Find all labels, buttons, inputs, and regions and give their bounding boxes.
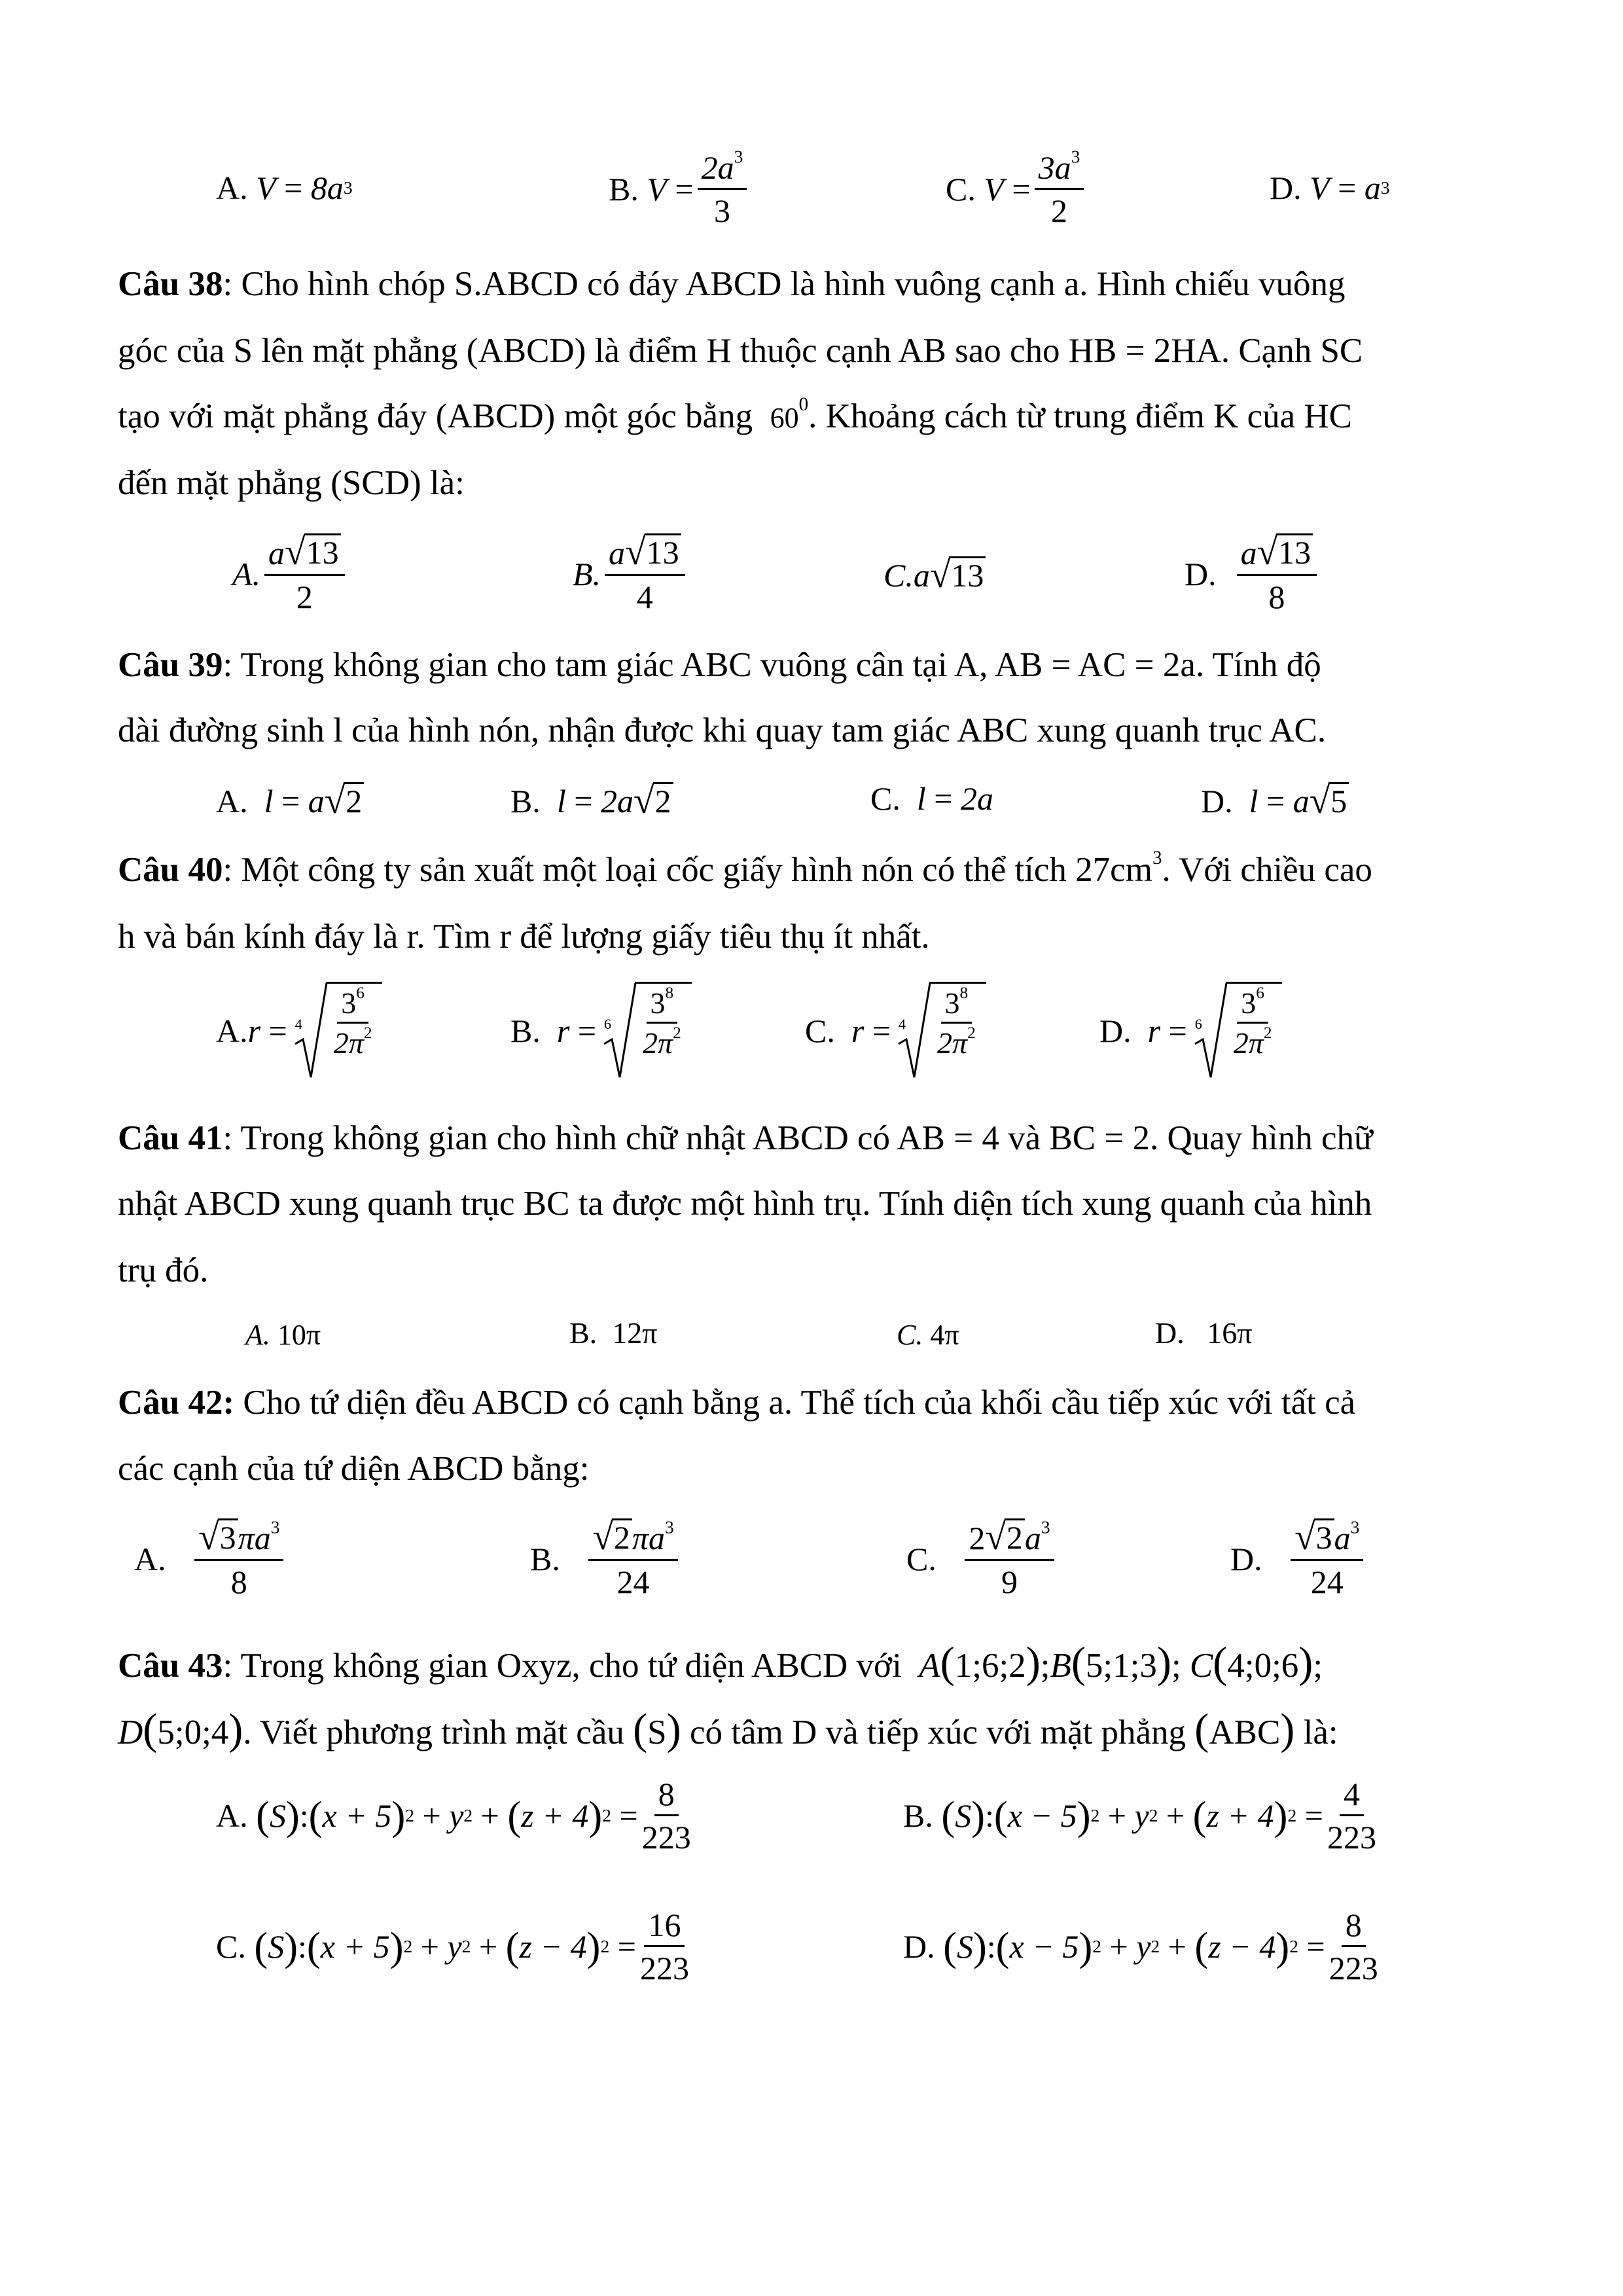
q43-option-d: D. ( S ) : ( x − 5 ) 2 + y 2 + ( z − 4 ) 2 = $\frac{8}{223}$ [903, 1907, 1378, 1986]
q40-line-1: Câu 40: Một công ty sản xuất một loại cốc giấy hình nón có thể tích $27cm^3$. Với chiều cao [118, 847, 1372, 889]
q40-line-2: h và bán kính đáy là r. Tìm r để lượng giấy tiêu thụ ít nhất. [118, 918, 930, 956]
q42-option-d: D. √ 3 $a^3$ 24 [1230, 1518, 1367, 1599]
q41-option-b: B. 12π [569, 1316, 658, 1350]
q43-option-a: A. ( S ) : ( x + 5 ) 2 + y 2 + ( z + 4 ) 2 = $\frac{8}{223}$ [216, 1776, 691, 1856]
q42-line-2: các cạnh của tứ diện ABCD bằng: [118, 1450, 590, 1488]
q41-line-3: trụ đó. [118, 1251, 209, 1289]
q37-option-a: A. V = 8a 3 [216, 170, 353, 206]
q43-line-1: Câu 43: Trong không gian Oxyz, cho tứ diện ABCD với A(1;6;2);B(5;1;3); C(4;0;6); [118, 1639, 1323, 1687]
q37-option-b: B. V = $\frac{2a^3}{3}$ [609, 151, 751, 228]
q42-option-b: B. √ 2 $\pi a^3$ 24 [530, 1518, 682, 1599]
q39-option-c: C. l = 2a [870, 780, 993, 817]
q40-option-c: C. r = 4 $\frac{3^8}{2\pi^2}$ [805, 982, 986, 1080]
q41-option-a: A. 10π [245, 1319, 321, 1351]
q42-label: Câu 42: [118, 1384, 235, 1422]
q41-line-2: nhật ABCD xung quanh trục BC ta được một hình trụ. Tính diện tích xung quanh của hình [118, 1185, 1372, 1223]
q40-label: Câu 40 [118, 851, 223, 889]
q40-option-a: A. r = 4 $\frac{3^6}{2\pi^2}$ [216, 982, 382, 1080]
q39-line-1: Câu 39: Trong không gian cho tam giác ABC vuông cân tại A, AB = AC = 2a. Tính độ [118, 646, 1321, 684]
q41-line-1: Câu 41: Trong không gian cho hình chữ nhật ABCD có AB = 4 và BC = 2. Quay hình chữ [118, 1119, 1373, 1157]
q38-option-a: A. a √ 13 2 [232, 533, 349, 614]
q38-line-1: Câu 38: Cho hình chóp S.ABCD có đáy ABCD là hình vuông cạnh a. Hình chiếu vuông [118, 265, 1346, 303]
q42-option-a: A. √ 3 $\pi a^3$ 8 [134, 1518, 287, 1599]
q40-option-b: B. r = 6 $\frac{3^8}{2\pi^2}$ [510, 982, 692, 1080]
q43-option-c: C. ( S ) : ( x + 5 ) 2 + y 2 + ( z − 4 ) 2 = $\frac{16}{223}$ [216, 1907, 689, 1986]
q37-option-d: D. V = a 3 [1270, 170, 1390, 206]
q41-label: Câu 41 [118, 1119, 223, 1157]
q38-option-c: C. a √ 13 [883, 556, 986, 594]
q38-option-d: D. a √ 13 8 [1185, 533, 1321, 614]
q38-label: Câu 38 [118, 265, 223, 303]
q43-label: Câu 43 [118, 1647, 223, 1685]
q39-option-d: D. l = a √ 5 [1201, 782, 1349, 820]
q39-label: Câu 39 [118, 646, 223, 684]
q38-option-b: B. a √ 13 4 [573, 533, 689, 614]
q39-line-2: dài đường sinh l của hình nón, nhận được khi quay tam giác ABC xung quanh trục AC. [118, 711, 1327, 749]
q43-option-b: B. ( S ) : ( x − 5 ) 2 + y 2 + ( z + 4 ) 2 = $\frac{4}{223}$ [903, 1776, 1376, 1856]
q40-option-d: D. r = 6 $\frac{3^6}{2\pi^2}$ [1099, 982, 1282, 1080]
q38-line-2: góc của S lên mặt phẳng (ABCD) là điểm H thuộc cạnh AB sao cho HB = 2HA. Cạnh SC [118, 332, 1363, 370]
q38-line-4: đến mặt phẳng (SCD) là: [118, 464, 465, 502]
q38-line-3: tạo với mặt phẳng đáy (ABCD) một góc bằng $60^0$. Khoảng cách từ trung điểm K của HC [118, 393, 1353, 435]
q41-option-d: D. 16π [1155, 1316, 1253, 1350]
q42-line-1: Câu 42: Cho tứ diện đều ABCD có cạnh bằng a. Thể tích của khối cầu tiếp xúc với tất cả [118, 1384, 1356, 1422]
q39-option-b: B. l = 2a √ 2 [510, 782, 673, 820]
q39-option-a: A. l = a √ 2 [216, 782, 364, 820]
q42-option-c: C. 2 √ 2 $a^3$ 9 [906, 1518, 1058, 1599]
q43-line-2: D(5;0;4). Viết phương trình mặt cầu (S) có tâm D và tiếp xúc với mặt phẳng (ABC) là: [118, 1706, 1338, 1753]
q37-option-c: C. V = $\frac{3a^3}{2}$ [946, 151, 1088, 228]
q41-option-c: C. 4π [897, 1319, 959, 1351]
